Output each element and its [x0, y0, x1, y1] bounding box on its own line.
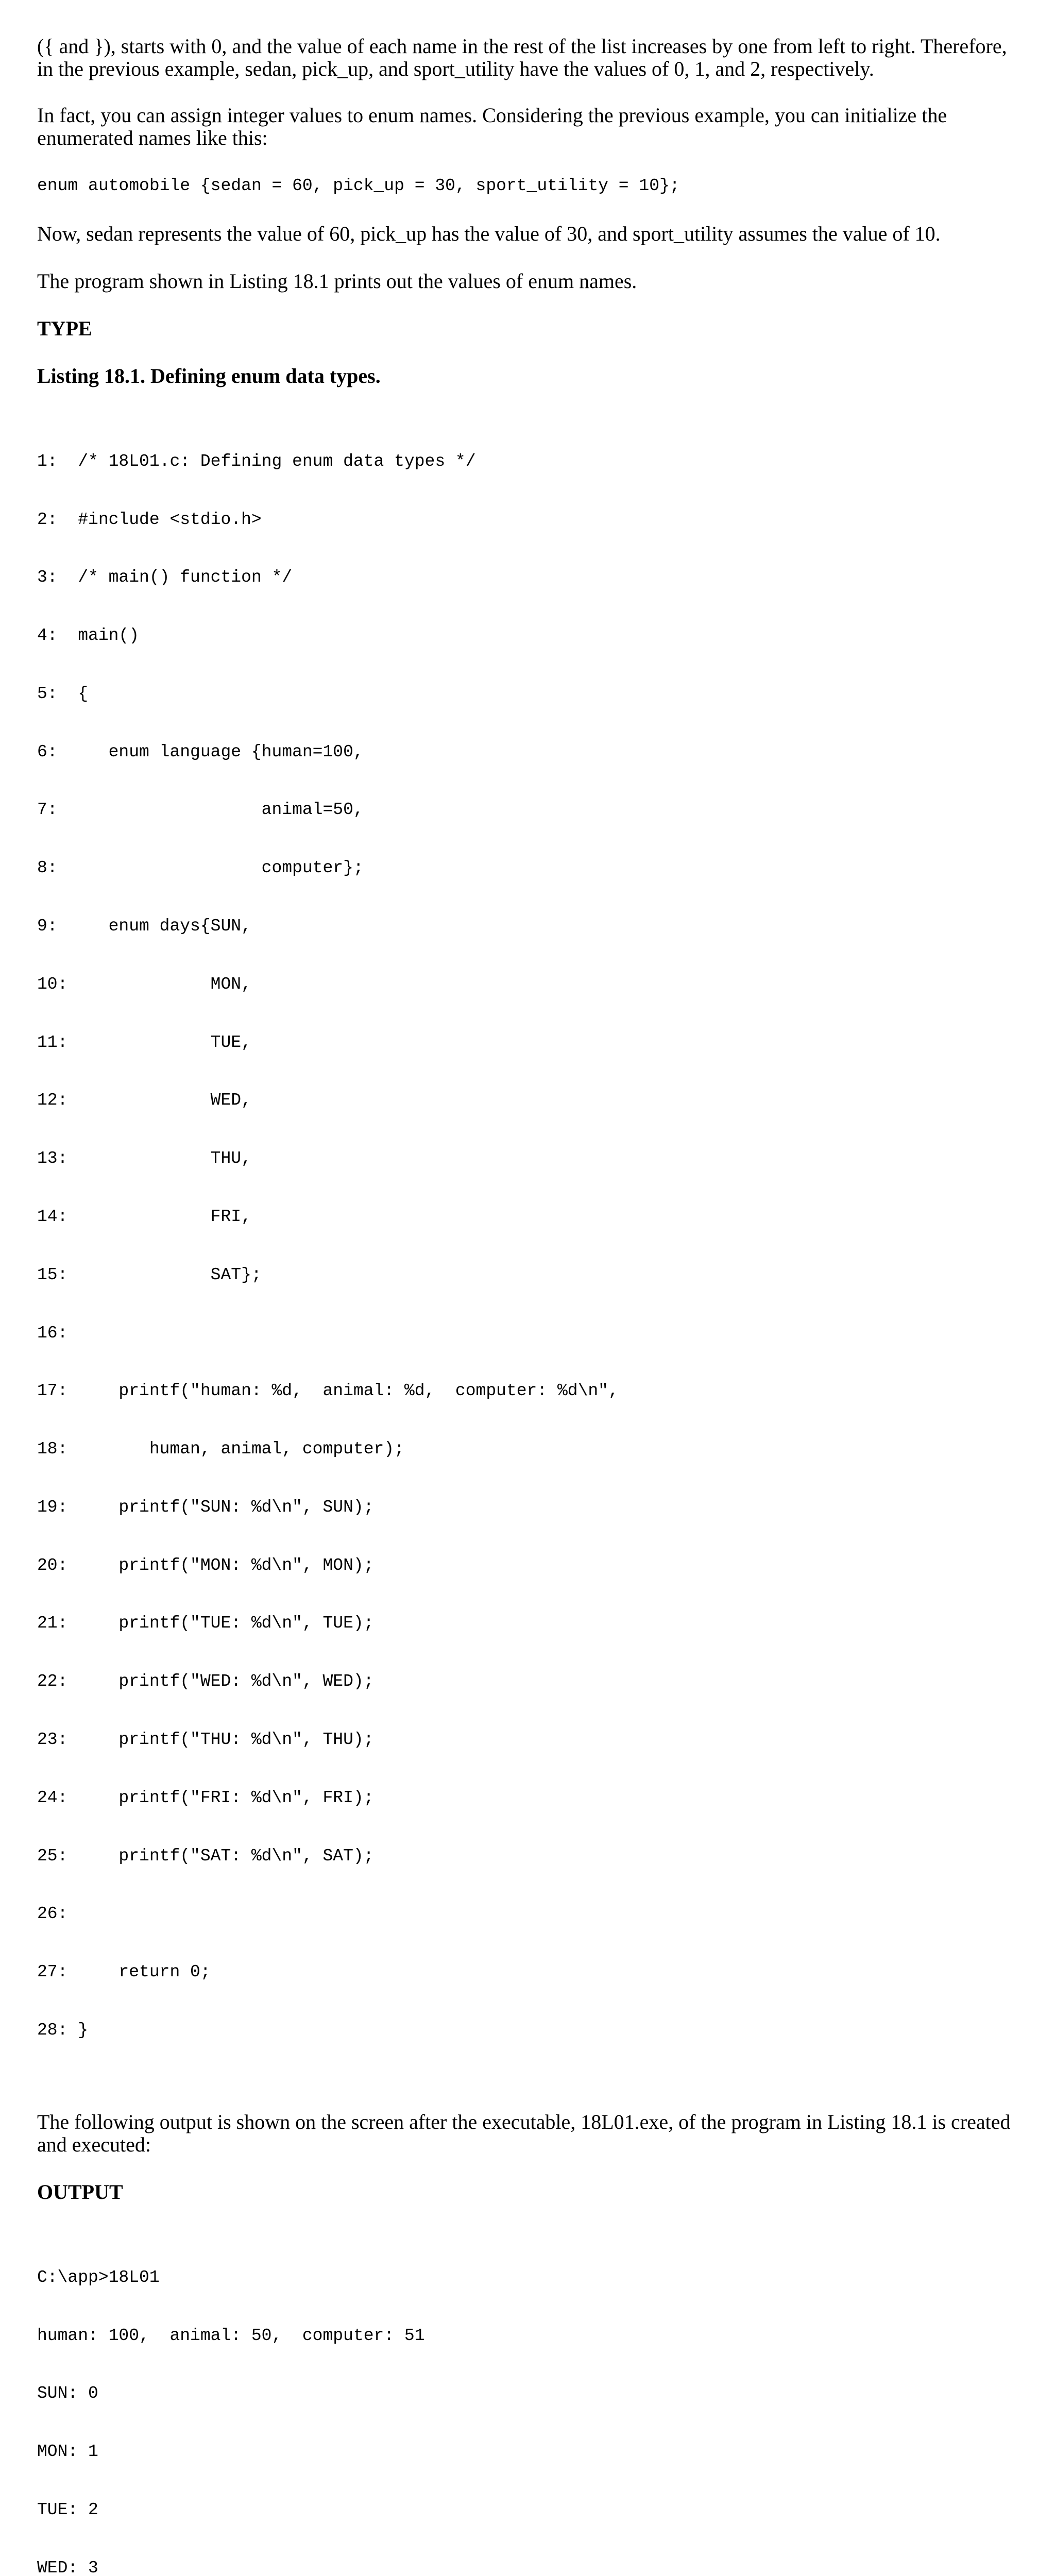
- following-paragraph: The following output is shown on the screen after the executable, 18L01.exe, of the program in Listing 18.1 is created and executed:: [37, 2110, 1011, 2156]
- code-line: 15: SAT};: [37, 1265, 262, 1284]
- document-page: [37, 35, 1026, 2576]
- code-line: 28: }: [37, 2020, 89, 2040]
- code-line: 3: /* main() function */: [37, 568, 293, 587]
- code-line: 20: printf("MON: %d\n", MON);: [37, 1555, 374, 1575]
- code-line: 27: return 0;: [37, 1962, 211, 1982]
- code-line: 21: printf("TUE: %d\n", TUE);: [37, 1614, 374, 1633]
- code-line: 7: animal=50,: [37, 800, 364, 820]
- intro-paragraph: ({ and }), starts with 0, and the value of each name in the rest of the list increases by one from left to right. Therefore, in the previous example, sedan, pick_up, and sport_utility have the values of 0, 1, and 2, respectively.: [37, 35, 1007, 80]
- code-line: 22: printf("WED: %d\n", WED);: [37, 1672, 374, 1691]
- code-line: 6: enum language {human=100,: [37, 742, 364, 761]
- code-line: 13: THU,: [37, 1149, 251, 1168]
- output-line: MON: 1: [37, 2442, 98, 2462]
- assign-paragraph: In fact, you can assign integer values to enum names. Considering the previous example, you can initialize the enumerated names like this:: [37, 104, 947, 149]
- code-line: 9: enum days{SUN,: [37, 917, 251, 936]
- code-line: 5: {: [37, 684, 89, 703]
- listing-heading: Listing 18.1. Defining enum data types.: [37, 364, 381, 387]
- code-line: 11: TUE,: [37, 1032, 251, 1052]
- output-line: WED: 3: [37, 2558, 98, 2576]
- code-line: 26:: [37, 1904, 68, 1924]
- program-output: [37, 2229, 1026, 2576]
- output-line: human: 100, animal: 50, computer: 51: [37, 2326, 425, 2345]
- output-line: TUE: 2: [37, 2500, 98, 2519]
- code-line: 10: MON,: [37, 974, 251, 994]
- code-line: 23: printf("THU: %d\n", THU);: [37, 1730, 374, 1749]
- code-listing: [37, 413, 1026, 2079]
- code-line: 25: printf("SAT: %d\n", SAT);: [37, 1846, 374, 1866]
- code-line: 16:: [37, 1323, 68, 1343]
- code-line: 18: human, animal, computer);: [37, 1439, 404, 1459]
- code-line: 14: FRI,: [37, 1207, 251, 1226]
- code-line: 12: WED,: [37, 1091, 251, 1110]
- output-line: SUN: 0: [37, 2384, 98, 2403]
- code-line: 8: computer};: [37, 858, 364, 878]
- output-heading: OUTPUT: [37, 2180, 123, 2204]
- code-line: 24: printf("FRI: %d\n", FRI);: [37, 1788, 374, 1807]
- code-line: 1: /* 18L01.c: Defining enum data types */: [37, 451, 476, 471]
- code-line: 4: main(): [37, 626, 140, 646]
- now-paragraph: Now, sedan represents the value of 60, pick_up has the value of 30, and sport_utility assumes the value of 10.: [37, 222, 941, 245]
- type-heading: TYPE: [37, 316, 92, 340]
- program-paragraph: The program shown in Listing 18.1 prints out the values of enum names.: [37, 269, 637, 293]
- code-line: 2: #include <stdio.h>: [37, 510, 262, 529]
- output-line: C:\app>18L01: [37, 2267, 160, 2287]
- enum-example-code: enum automobile {sedan = 60, pick_up = 30, sport_utility = 10};: [37, 176, 680, 195]
- code-line: 19: printf("SUN: %d\n", SUN);: [37, 1497, 374, 1517]
- code-line: 17: printf("human: %d, animal: %d, computer: %d\n",: [37, 1381, 619, 1401]
